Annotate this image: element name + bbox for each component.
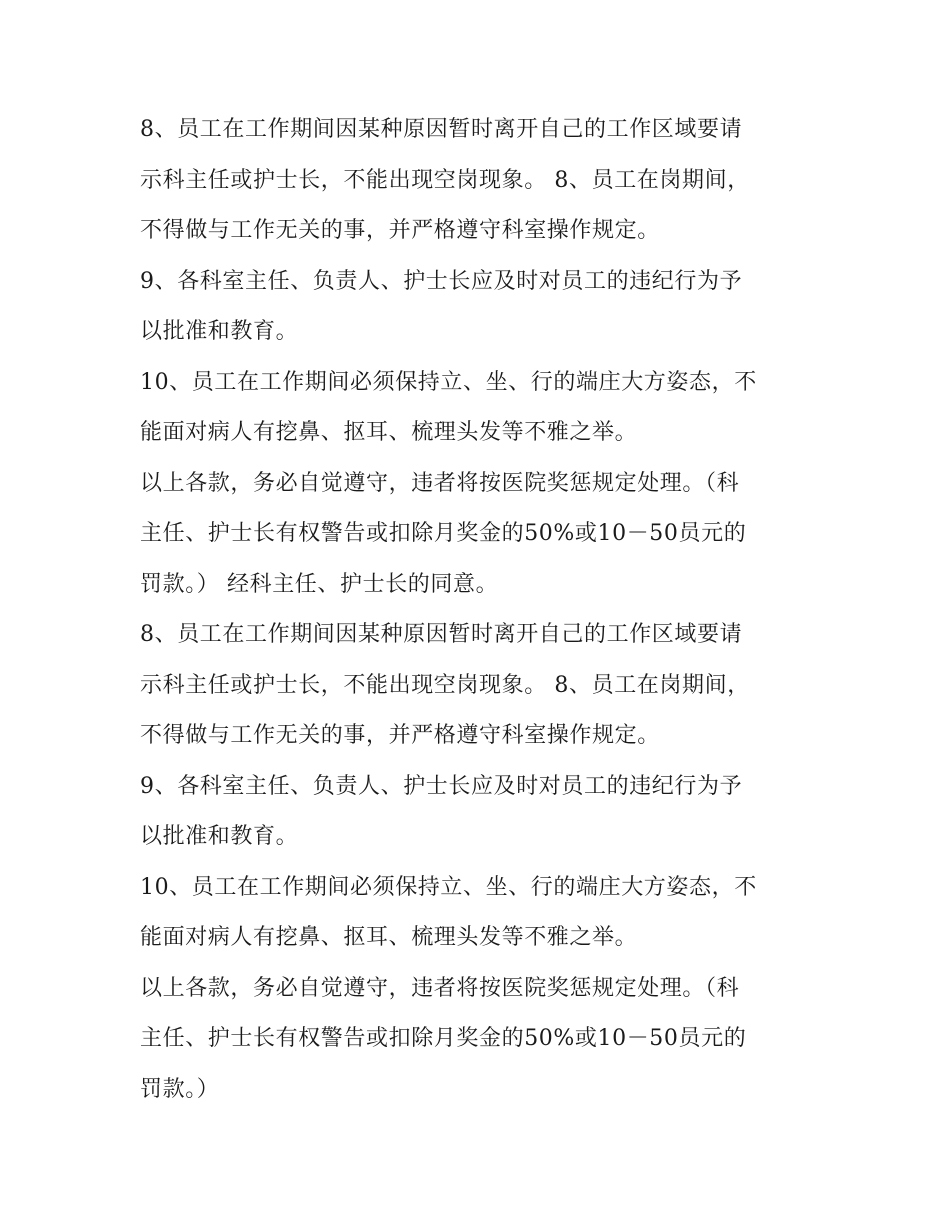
text-line: 能面对病人有挖鼻、抠耳、梳理头发等不雅之举。 [140,420,638,445]
text-line: 9、各科室主任、负责人、护士长应及时对员工的违纪行为予 [140,268,743,294]
text-line: 罚款。） [140,1076,220,1102]
text-line: 10、员工在工作期间必须保持立、坐、行的端庄大方姿态，不 [140,369,757,395]
text-line: 能面对病人有挖鼻、抠耳、梳理头发等不雅之举。 [140,925,638,950]
text-line: 不得做与工作无关的事，并严格遵守科室操作规定。 [140,723,660,748]
text-line: 不得做与工作无关的事，并严格遵守科室操作规定。 [140,218,660,243]
text-line: 8、员工在工作期间因某种原因暂时离开自己的工作区域要请 [140,622,743,647]
text-line: 示科主任或护士长，不能出现空岗现象。 8、员工在岗期间， [140,167,750,193]
text-line: 以上各款，务必自觉遵守，违者将按医院奖惩规定处理。（科 [140,975,740,1001]
text-line: 以批准和教育。 [140,824,299,849]
text-line: 示科主任或护士长，不能出现空岗现象。 8、员工在岗期间， [140,672,750,698]
text-line: 8、员工在工作期间因某种原因暂时离开自己的工作区域要请 [140,117,743,142]
document-body [140,105,820,1115]
document-text [140,105,820,1115]
text-line: 10、员工在工作期间必须保持立、坐、行的端庄大方姿态，不 [140,874,757,900]
text-line: 罚款。） 经科主任、护士长的同意。 [140,571,499,597]
text-line: 主任、护士长有权警告或扣除月奖金的50%或10－50员元的 [140,521,747,546]
text-line: 以上各款，务必自觉遵守，违者将按医院奖惩规定处理。（科 [140,470,740,496]
text-line: 以批准和教育。 [140,319,299,344]
text-line: 9、各科室主任、负责人、护士长应及时对员工的违纪行为予 [140,773,743,799]
text-line: 主任、护士长有权警告或扣除月奖金的50%或10－50员元的 [140,1026,747,1051]
